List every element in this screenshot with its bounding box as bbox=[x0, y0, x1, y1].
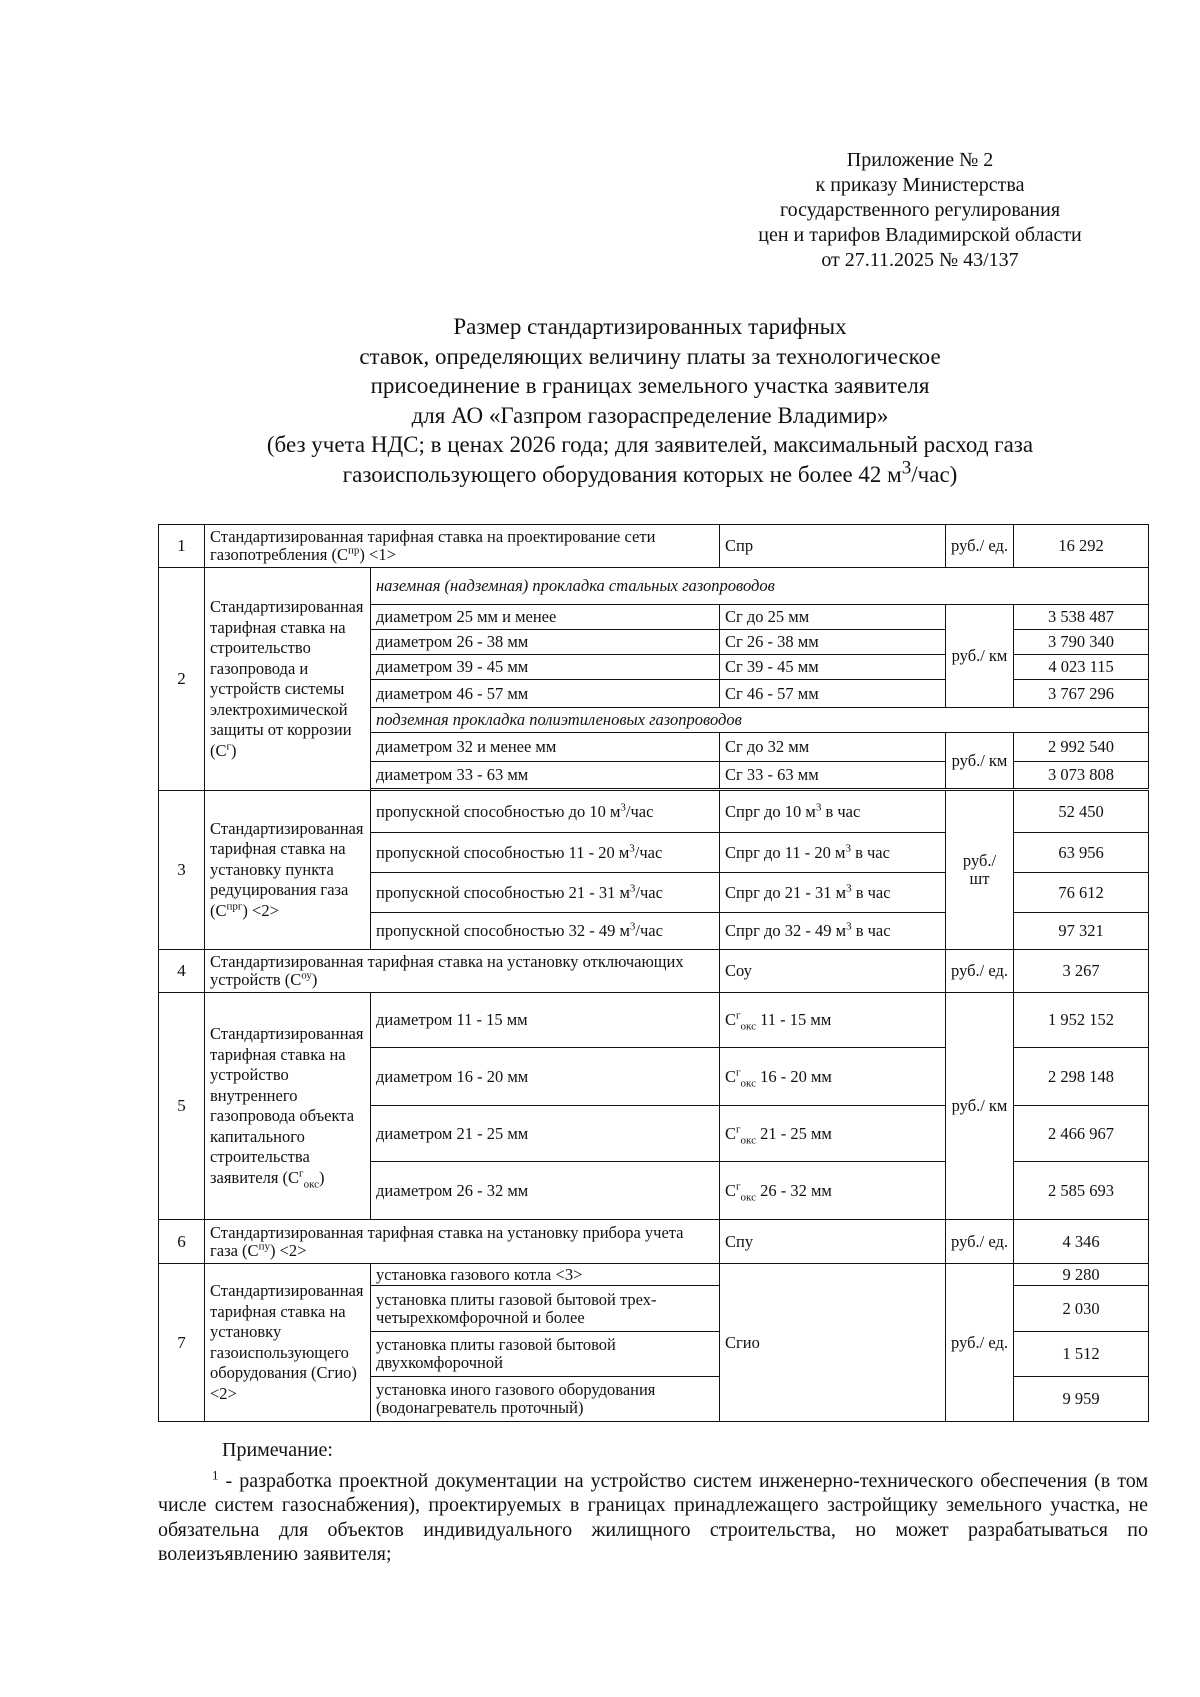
footnote-1 bbox=[158, 1466, 1148, 1567]
rate-value: 2 585 693 bbox=[1014, 1162, 1149, 1220]
appendix-line: государственного регулирования bbox=[779, 199, 1061, 221]
row-description: диаметром 11 - 15 мм bbox=[371, 993, 720, 1048]
row-description: диаметром 33 - 63 мм bbox=[371, 762, 720, 789]
title-superscript: 3 bbox=[901, 456, 912, 478]
row-description: пропускной способностью 21 - 31 $м^3$/час bbox=[371, 873, 720, 913]
table-row bbox=[159, 568, 1149, 605]
rate-unit: руб./ км bbox=[946, 605, 1014, 708]
rate-symbol: $С^г_{окс}$ 21 - 25 мм bbox=[720, 1106, 946, 1162]
notes-section bbox=[158, 1438, 1148, 1567]
rate-value: 3 267 bbox=[1014, 950, 1149, 993]
rate-value: 9 959 bbox=[1014, 1377, 1149, 1422]
rate-value: 3 790 340 bbox=[1014, 630, 1149, 655]
rate-unit: руб./ шт bbox=[946, 791, 1014, 950]
rate-value: 2 992 540 bbox=[1014, 733, 1149, 762]
table-row bbox=[159, 1264, 1149, 1286]
rate-name: Стандартизированная тарифная ставка на установку прибора учета газа $(С^{пу}) <2>$ bbox=[205, 1220, 720, 1264]
row-number: 7 bbox=[159, 1264, 205, 1422]
title-line: (без учета НДС; в ценах 2026 года; для заявителей, максимальный расход газа bbox=[266, 432, 1034, 457]
row-number: 4 bbox=[159, 950, 205, 993]
row-description: пропускной способностью 32 - 49 $м^3$/час bbox=[371, 913, 720, 950]
row-number: 3 bbox=[159, 791, 205, 950]
rate-value: 3 073 808 bbox=[1014, 762, 1149, 789]
rate-symbol: Спрг до 32 - 49 $м^3$ в час bbox=[720, 913, 946, 950]
row-description: установка плиты газовой бытовой трех-четырехкомфорочной и более bbox=[371, 1286, 720, 1332]
table-row bbox=[159, 791, 1149, 833]
title-line: ставок, определяющих величину платы за технологическое bbox=[359, 343, 941, 369]
row-description: пропускной способностью до 10 $м^3$/час bbox=[371, 791, 720, 833]
rate-symbol: Спрг до 11 - 20 $м^3$ в час bbox=[720, 833, 946, 873]
rate-symbol: Соу bbox=[720, 950, 946, 993]
rate-symbol: $С^г_{окс}$ 16 - 20 мм bbox=[720, 1048, 946, 1106]
rate-value: 3 767 296 bbox=[1014, 680, 1149, 708]
rate-symbol: Сг 46 - 57 мм bbox=[720, 680, 946, 708]
rate-symbol: Сгио bbox=[720, 1264, 946, 1422]
title-line: присоединение в границах земельного участка заявителя bbox=[370, 373, 930, 398]
rate-value: 9 280 bbox=[1014, 1264, 1149, 1286]
row-description: диаметром 21 - 25 мм bbox=[371, 1106, 720, 1162]
row-description: пропускной способностью 11 - 20 $м^3$/час bbox=[371, 833, 720, 873]
rate-symbol: Спрг до 21 - 31 $м^3$ в час bbox=[720, 873, 946, 913]
appendix-line: к приказу Министерства bbox=[815, 174, 1025, 196]
rate-value: 63 956 bbox=[1014, 833, 1149, 873]
rate-unit: руб./ ед. bbox=[946, 1264, 1014, 1422]
row-description: установка иного газового оборудования (водонагреватель проточный) bbox=[371, 1377, 720, 1422]
rate-symbol: Спр bbox=[720, 525, 946, 568]
rate-value: 1 512 bbox=[1014, 1332, 1149, 1377]
rate-value: 2 298 148 bbox=[1014, 1048, 1149, 1106]
row-number: 2 bbox=[159, 568, 205, 791]
row-description: диаметром 16 - 20 мм bbox=[371, 1048, 720, 1106]
rate-value: 76 612 bbox=[1014, 873, 1149, 913]
appendix-block bbox=[700, 148, 1140, 273]
rate-symbol: Сг 26 - 38 мм bbox=[720, 630, 946, 655]
rate-symbol: Спрг до 10 $м^3$ в час bbox=[720, 791, 946, 833]
document-title bbox=[150, 312, 1150, 489]
rate-name: Стандартизированная тарифная ставка на проектирование сети газопотребления $(С^{пр}) <1>$ bbox=[205, 525, 720, 568]
rate-symbol: Сг до 25 мм bbox=[720, 605, 946, 630]
rate-unit: руб./ ед. bbox=[946, 950, 1014, 993]
row-description: диаметром 39 - 45 мм bbox=[371, 655, 720, 680]
rate-value: 4 023 115 bbox=[1014, 655, 1149, 680]
rate-value: 52 450 bbox=[1014, 791, 1149, 833]
rate-value: 97 321 bbox=[1014, 913, 1149, 950]
appendix-line: от 27.11.2025 № 43/137 bbox=[821, 249, 1019, 271]
row-description: диаметром 25 мм и менее bbox=[371, 605, 720, 630]
row-description: диаметром 32 и менее мм bbox=[371, 733, 720, 762]
title-line: Размер стандартизированных тарифных bbox=[453, 314, 847, 339]
rate-value: 4 346 bbox=[1014, 1220, 1149, 1264]
rate-unit: руб./ ед. bbox=[946, 1220, 1014, 1264]
rate-unit: руб./ км bbox=[946, 993, 1014, 1220]
rate-value: 2 030 bbox=[1014, 1286, 1149, 1332]
row-description: установка плиты газовой бытовой двухкомфорочной bbox=[371, 1332, 720, 1377]
rate-name: Стандартизированная тарифная ставка на установку отключающих устройств $(С^{оу})$ bbox=[205, 950, 720, 993]
footnote-text: - разработка проектной документации на устройство систем инженерно-технического обеспечения (в том числе систем газоснабжения), проектируемых в границах принадлежащего застройщику земельного участка, не обязательна для объектов индивидуального жилищного строительства, но может разрабатываться по волеизъявлению заявителя; bbox=[158, 1469, 1148, 1565]
table-row bbox=[159, 525, 1149, 568]
row-description: диаметром 26 - 38 мм bbox=[371, 630, 720, 655]
appendix-line: Приложение № 2 bbox=[846, 149, 994, 171]
row-number: 6 bbox=[159, 1220, 205, 1264]
footnote-mark: 1 bbox=[212, 1466, 219, 1482]
appendix-line: цен и тарифов Владимирской области bbox=[758, 224, 1082, 246]
table-row bbox=[159, 993, 1149, 1048]
rate-symbol: $С^г_{окс}$ 11 - 15 мм bbox=[720, 993, 946, 1048]
rate-unit: руб./ км bbox=[946, 733, 1014, 789]
notes-label: Примечание: bbox=[222, 1439, 333, 1461]
row-description: установка газового котла <3> bbox=[371, 1264, 720, 1286]
rate-name: Стандартизированная тарифная ставка на установку пункта редуцирования газа $(С^{прг}) <2>$ bbox=[205, 791, 371, 950]
row-number: 1 bbox=[159, 525, 205, 568]
table-row bbox=[159, 950, 1149, 993]
subsection-header: подземная прокладка полиэтиленовых газопроводов bbox=[371, 708, 1149, 733]
rate-value: 16 292 bbox=[1014, 525, 1149, 568]
title-line bbox=[150, 456, 1150, 490]
table-row bbox=[159, 1220, 1149, 1264]
rate-value: 2 466 967 bbox=[1014, 1106, 1149, 1162]
row-description: диаметром 46 - 57 мм bbox=[371, 680, 720, 708]
rate-symbol: Сг 33 - 63 мм bbox=[720, 762, 946, 789]
subsection-header: наземная (надземная) прокладка стальных газопроводов bbox=[371, 568, 1149, 605]
tariff-table bbox=[158, 524, 1149, 1422]
title-line: для АО «Газпром газораспределение Владимир» bbox=[411, 402, 889, 428]
rate-value: 1 952 152 bbox=[1014, 993, 1149, 1048]
rate-symbol: Сг до 32 мм bbox=[720, 733, 946, 762]
rate-symbol: $С^г_{окс}$ 26 - 32 мм bbox=[720, 1162, 946, 1220]
row-number: 5 bbox=[159, 993, 205, 1220]
rate-value: 3 538 487 bbox=[1014, 605, 1149, 630]
rate-unit: руб./ ед. bbox=[946, 525, 1014, 568]
rate-symbol: Спу bbox=[720, 1220, 946, 1264]
rate-name: Стандартизированная тарифная ставка на установку газоиспользующего оборудования (Сгио) <2> bbox=[205, 1264, 371, 1422]
rate-symbol: Сг 39 - 45 мм bbox=[720, 655, 946, 680]
rate-name: Стандартизированная тарифная ставка на строительство газопровода и устройств системы электрохимической защиты от коррозии $(С^г)$ bbox=[205, 568, 371, 791]
title-text: /час) bbox=[911, 461, 958, 487]
rate-name: Стандартизированная тарифная ставка на устройство внутреннего газопровода объекта капитального строительства заявителя $(С^г_{окс})$ bbox=[205, 993, 371, 1220]
row-description: диаметром 26 - 32 мм bbox=[371, 1162, 720, 1220]
title-text: газоиспользующего оборудования которых не более 42 м bbox=[342, 461, 902, 487]
